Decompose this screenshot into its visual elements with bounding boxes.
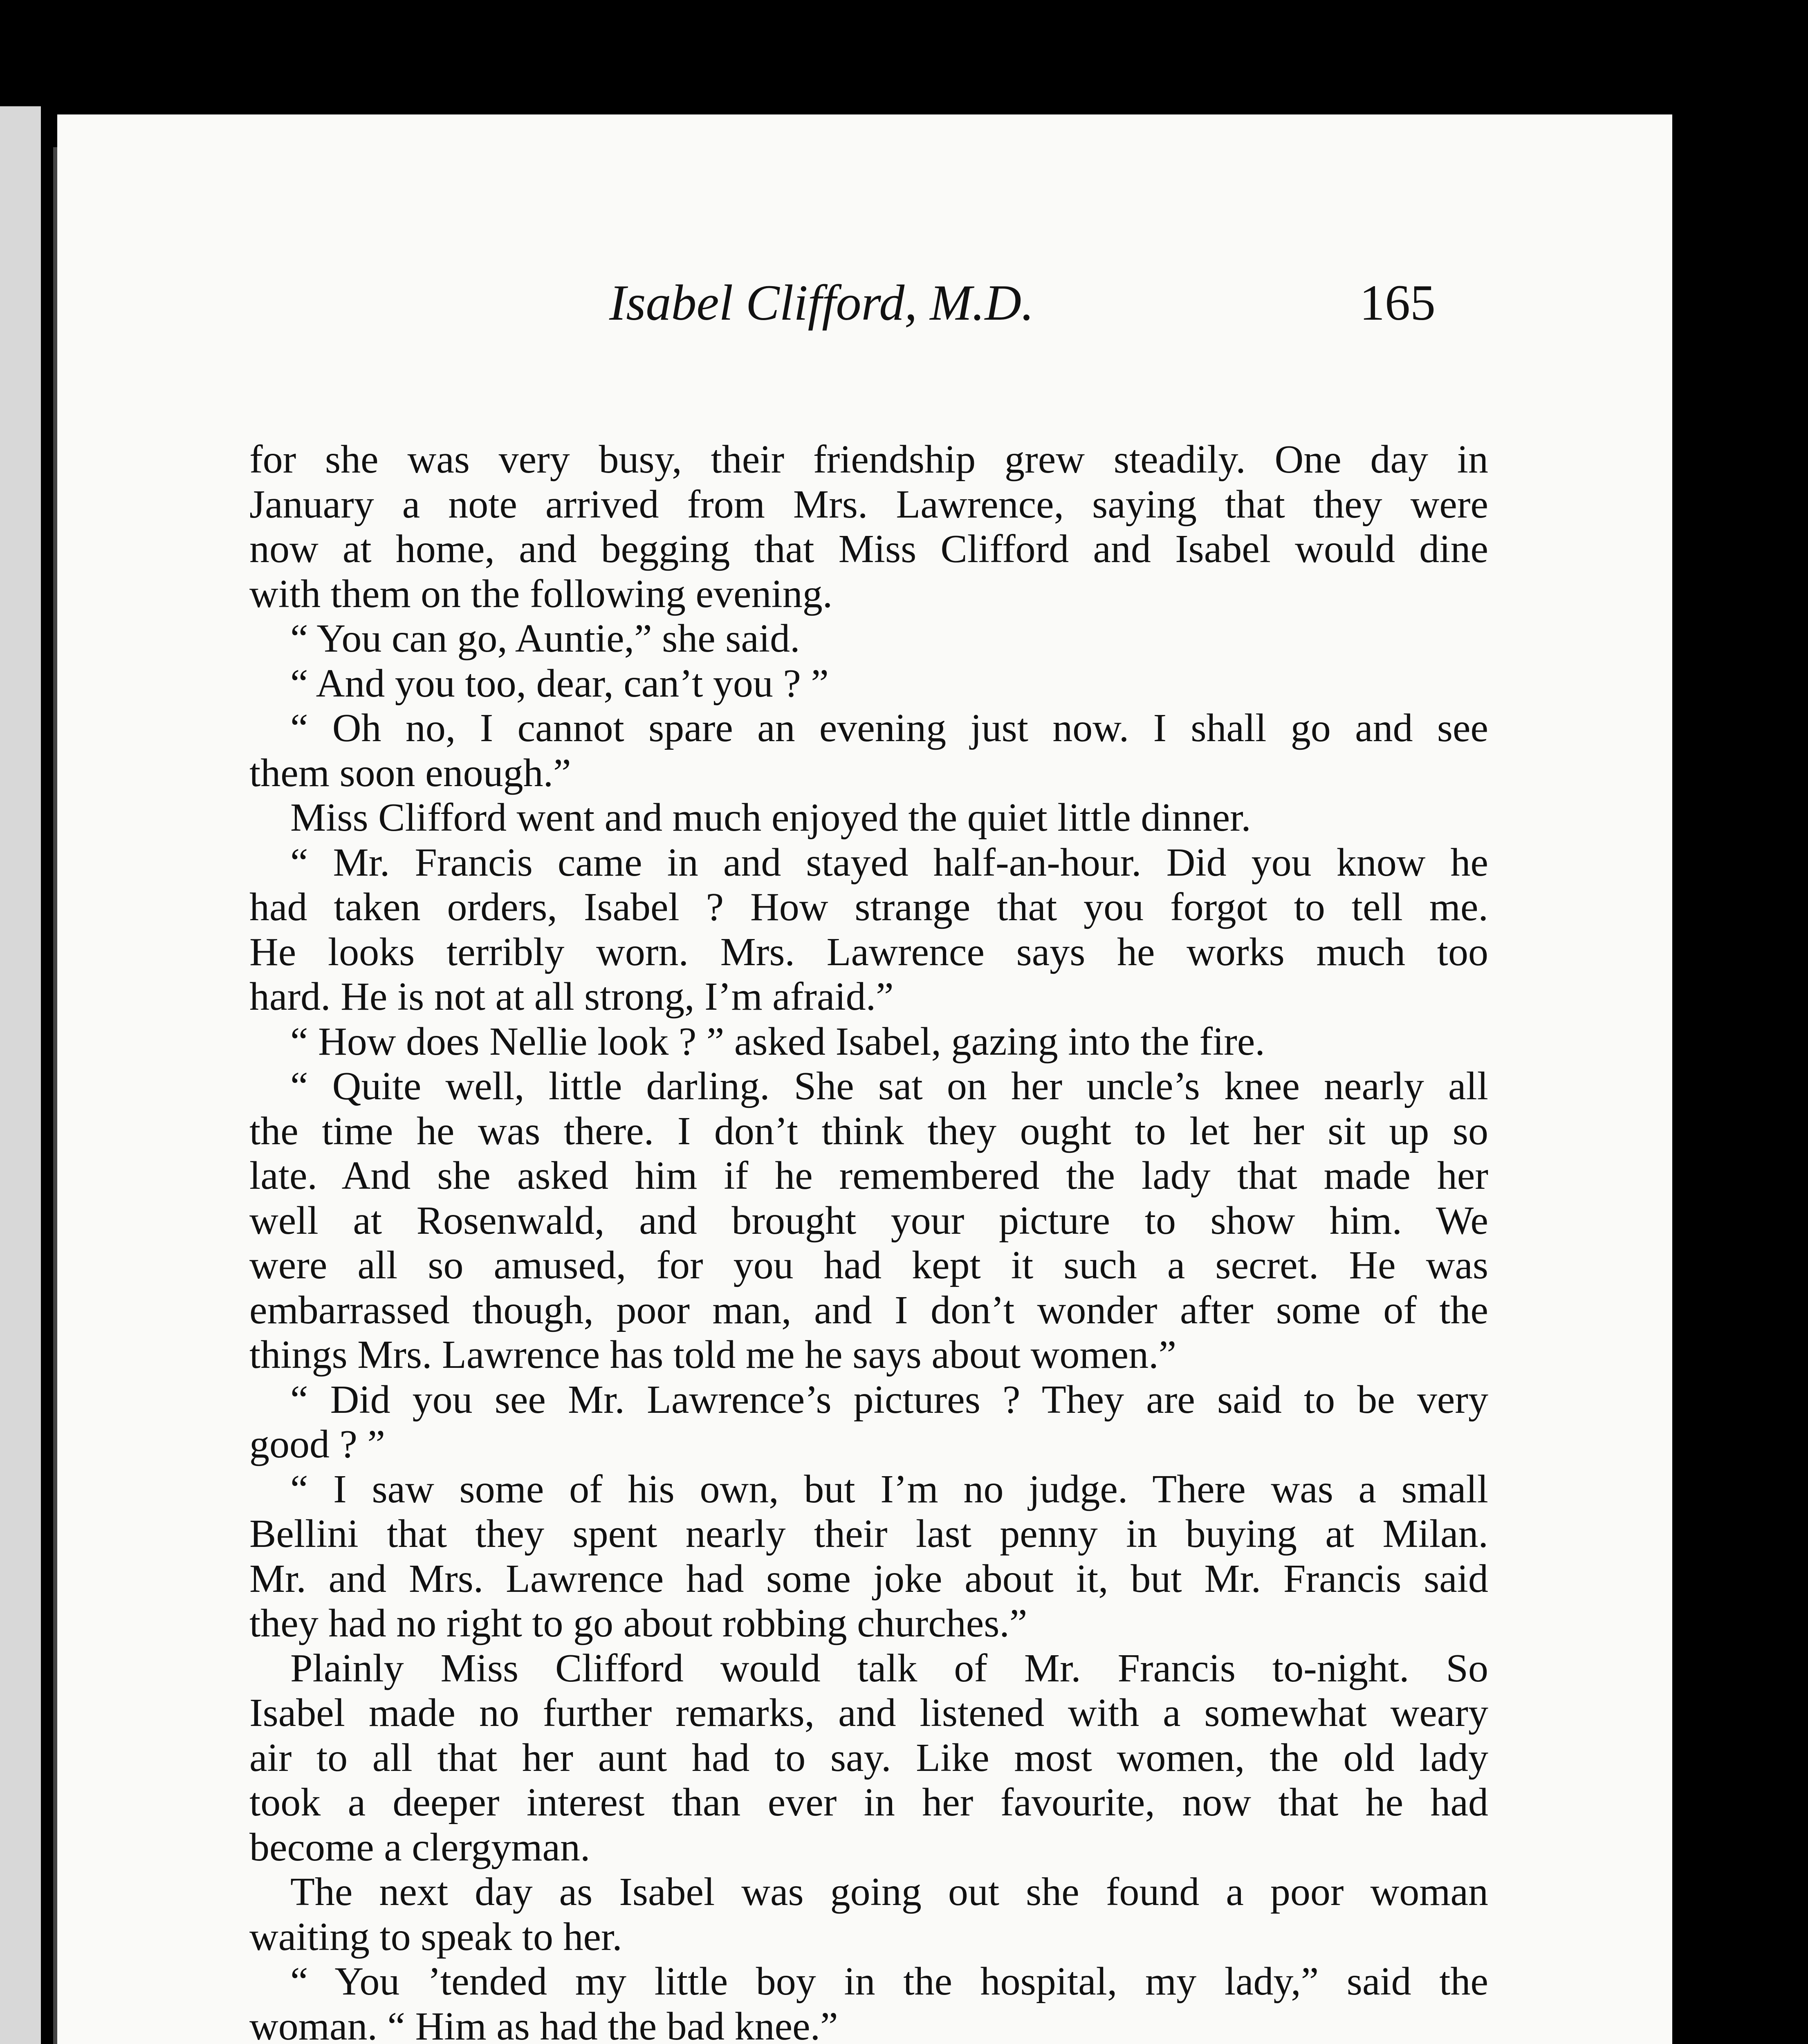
text-line: Plainly Miss Clifford would talk of Mr. Francis to-night. So bbox=[290, 1646, 1488, 1690]
text-line: air to all that her aunt had to say. Like most women, the old lady bbox=[249, 1735, 1488, 1780]
text-line: good ? ” bbox=[249, 1422, 385, 1466]
text-line: “ And you too, dear, can’t you ? ” bbox=[290, 661, 829, 706]
body-text bbox=[249, 437, 1488, 2044]
text-line: “ Quite well, little darling. She sat on her uncle’s knee nearly all bbox=[290, 1064, 1488, 1108]
text-line: “ Did you see Mr. Lawrence’s pictures ? They are said to be very bbox=[290, 1377, 1488, 1422]
text-line: become a clergyman. bbox=[249, 1825, 590, 1869]
text-line: with them on the following evening. bbox=[249, 572, 833, 616]
book-page bbox=[57, 114, 1672, 2044]
text-line: well at Rosenwald, and brought your picture to show him. We bbox=[249, 1198, 1488, 1243]
text-line: Bellini that they spent nearly their last penny in buying at Milan. bbox=[249, 1512, 1488, 1556]
text-line: Mr. and Mrs. Lawrence had some joke about it, but Mr. Francis said bbox=[249, 1556, 1488, 1601]
text-line: now at home, and begging that Miss Clifford and Isabel would dine bbox=[249, 527, 1488, 571]
text-line: woman. “ Him as had the bad knee.” bbox=[249, 2004, 838, 2044]
text-line: “ I saw some of his own, but I’m no judge. There was a small bbox=[290, 1467, 1488, 1511]
text-line: “ Oh no, I cannot spare an evening just now. I shall go and see bbox=[290, 706, 1488, 750]
text-line: late. And she asked him if he remembered the lady that made her bbox=[249, 1154, 1488, 1198]
text-line: they had no right to go about robbing churches.” bbox=[249, 1601, 1027, 1645]
page-number: 165 bbox=[1359, 275, 1436, 331]
text-line: “ You can go, Auntie,” she said. bbox=[290, 616, 800, 661]
text-line: for she was very busy, their friendship grew steadily. One day in bbox=[249, 437, 1488, 482]
text-line: The next day as Isabel was going out she found a poor woman bbox=[290, 1870, 1488, 1914]
text-line: Miss Clifford went and much enjoyed the quiet little dinner. bbox=[290, 796, 1251, 840]
running-head bbox=[57, 262, 1672, 368]
text-line: Isabel made no further remarks, and listened with a somewhat weary bbox=[249, 1691, 1488, 1735]
text-line: them soon enough.” bbox=[249, 751, 571, 795]
text-line: “ You ’tended my little boy in the hospital, my lady,” said the bbox=[290, 1959, 1488, 2004]
text-line: “ How does Nellie look ? ” asked Isabel, gazing into the fire. bbox=[290, 1019, 1265, 1064]
text-line: waiting to speak to her. bbox=[249, 1914, 622, 1959]
text-line: the time he was there. I don’t think they ought to let her sit up so bbox=[249, 1109, 1488, 1153]
text-line: embarrassed though, poor man, and I don’t wonder after some of the bbox=[249, 1288, 1488, 1332]
text-line: hard. He is not at all strong, I’m afraid.” bbox=[249, 975, 894, 1019]
text-line: things Mrs. Lawrence has told me he says about women.” bbox=[249, 1333, 1177, 1377]
text-line: were all so amused, for you had kept it such a secret. He was bbox=[249, 1243, 1488, 1287]
text-line: “ Mr. Francis came in and stayed half-an-hour. Did you know he bbox=[290, 840, 1488, 885]
text-line: had taken orders, Isabel ? How strange that you forgot to tell me. bbox=[249, 885, 1488, 929]
running-title: Isabel Clifford, M.D. bbox=[609, 275, 1034, 331]
text-line: He looks terribly worn. Mrs. Lawrence says he works much too bbox=[249, 930, 1488, 974]
text-line: January a note arrived from Mrs. Lawrence, saying that they were bbox=[249, 482, 1488, 527]
book-spine-edge bbox=[0, 106, 41, 2044]
text-line: took a deeper interest than ever in her favourite, now that he had bbox=[249, 1780, 1488, 1824]
